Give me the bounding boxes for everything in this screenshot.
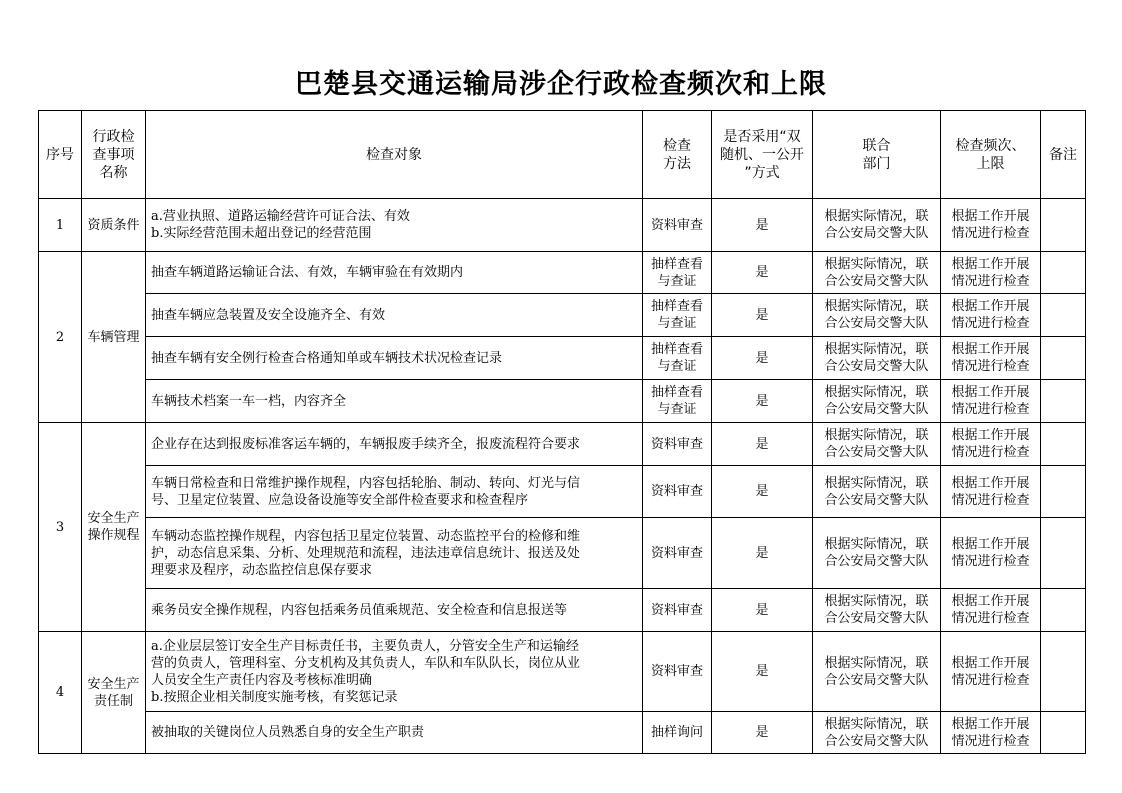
table-row [39, 589, 1086, 632]
header-joint: 联合 部门 [813, 111, 941, 199]
row-joint-dept: 根据实际情况，联 合公安局交警大队 [813, 199, 941, 252]
table-row [39, 423, 1086, 466]
row-item-name: 车辆管理 [82, 252, 146, 423]
row-random: 是 [712, 337, 813, 380]
row-frequency: 根据工作开展 情况进行检查 [941, 589, 1041, 632]
table-row [39, 632, 1086, 712]
table-row [39, 466, 1086, 518]
header-row [39, 111, 1086, 199]
row-joint-dept: 根据实际情况，联 合公安局交警大队 [813, 712, 941, 754]
row-frequency: 根据工作开展 情况进行检查 [941, 337, 1041, 380]
table-row [39, 518, 1086, 589]
inspection-table [38, 110, 1086, 754]
row-random: 是 [712, 252, 813, 294]
row-method: 资料审查 [643, 518, 712, 589]
row-method: 抽样查看 与查证 [643, 337, 712, 380]
row-joint-dept: 根据实际情况，联 合公安局交警大队 [813, 589, 941, 632]
table-row [39, 337, 1086, 380]
row-random: 是 [712, 518, 813, 589]
row-note [1041, 518, 1086, 589]
row-frequency: 根据工作开展 情况进行检查 [941, 252, 1041, 294]
row-target: 车辆动态监控操作规程，内容包括卫星定位装置、动态监控平台的检修和维 护，动态信息采集、分析、处理规范和流程，违法违章信息统计、报送及处 理要求及程序，动态监控信息保存要求 [146, 518, 643, 589]
row-random: 是 [712, 712, 813, 754]
row-random: 是 [712, 199, 813, 252]
row-seq: 2 [39, 252, 82, 423]
row-random: 是 [712, 589, 813, 632]
row-note [1041, 380, 1086, 423]
row-method: 资料审查 [643, 466, 712, 518]
row-seq: 3 [39, 423, 82, 632]
row-method: 资料审查 [643, 199, 712, 252]
row-joint-dept: 根据实际情况，联 合公安局交警大队 [813, 294, 941, 337]
row-target: 被抽取的关键岗位人员熟悉自身的安全生产职责 [146, 712, 643, 754]
row-frequency: 根据工作开展 情况进行检查 [941, 294, 1041, 337]
row-method: 抽样查看 与查证 [643, 252, 712, 294]
row-random: 是 [712, 380, 813, 423]
row-method: 抽样询问 [643, 712, 712, 754]
row-frequency: 根据工作开展 情况进行检查 [941, 380, 1041, 423]
row-note [1041, 423, 1086, 466]
row-note [1041, 632, 1086, 712]
row-frequency: 根据工作开展 情况进行检查 [941, 632, 1041, 712]
row-note [1041, 294, 1086, 337]
row-target: 车辆日常检查和日常维护操作规程，内容包括轮胎、制动、转向、灯光与信 号、卫星定位装置、应急设备设施等安全部件检查要求和检查程序 [146, 466, 643, 518]
header-method: 检查 方法 [643, 111, 712, 199]
row-item-name: 安全生产 责任制 [82, 632, 146, 754]
row-note [1041, 466, 1086, 518]
row-random: 是 [712, 423, 813, 466]
header-random: 是否采用“双 随机、一公开 ”方式 [712, 111, 813, 199]
row-frequency: 根据工作开展 情况进行检查 [941, 466, 1041, 518]
row-item-name: 资质条件 [82, 199, 146, 252]
row-joint-dept: 根据实际情况，联 合公安局交警大队 [813, 466, 941, 518]
row-random: 是 [712, 632, 813, 712]
row-random: 是 [712, 466, 813, 518]
row-joint-dept: 根据实际情况，联 合公安局交警大队 [813, 518, 941, 589]
header-note: 备注 [1041, 111, 1086, 199]
row-frequency: 根据工作开展 情况进行检查 [941, 518, 1041, 589]
table-row [39, 252, 1086, 294]
row-frequency: 根据工作开展 情况进行检查 [941, 712, 1041, 754]
row-joint-dept: 根据实际情况，联 合公安局交警大队 [813, 380, 941, 423]
row-seq: 1 [39, 199, 82, 252]
page-title: 巴楚县交通运输局涉企行政检查频次和上限 [295, 69, 827, 100]
row-target: a.企业层层签订安全生产目标责任书，主要负责人，分管安全生产和运输经 营的负责人，管理科室、分支机构及其负责人，车队和车队队长，岗位从业 人员安全生产责任内容及考核标准明确 b.按照企业相关制度实施考核，有奖惩记录 [146, 632, 643, 712]
header-target: 检查对象 [146, 111, 643, 199]
header-item: 行政检 查事项 名称 [82, 111, 146, 199]
row-note [1041, 199, 1086, 252]
row-item-name: 安全生产 操作规程 [82, 423, 146, 632]
header-freq: 检查频次、 上限 [941, 111, 1041, 199]
row-target: 抽查车辆有安全例行检查合格通知单或车辆技术状况检查记录 [146, 337, 643, 380]
row-target: 抽查车辆道路运输证合法、有效，车辆审验在有效期内 [146, 252, 643, 294]
row-method: 资料审查 [643, 589, 712, 632]
row-joint-dept: 根据实际情况，联 合公安局交警大队 [813, 632, 941, 712]
row-method: 抽样查看 与查证 [643, 294, 712, 337]
table-row [39, 380, 1086, 423]
row-note [1041, 337, 1086, 380]
table-row [39, 199, 1086, 252]
row-target: 车辆技术档案一车一档，内容齐全 [146, 380, 643, 423]
row-frequency: 根据工作开展 情况进行检查 [941, 199, 1041, 252]
row-target: 乘务员安全操作规程，内容包括乘务员值乘规范、安全检查和信息报送等 [146, 589, 643, 632]
table-row [39, 294, 1086, 337]
row-joint-dept: 根据实际情况，联 合公安局交警大队 [813, 423, 941, 466]
row-method: 资料审查 [643, 423, 712, 466]
row-method: 抽样查看 与查证 [643, 380, 712, 423]
header-seq: 序号 [39, 111, 82, 199]
row-note [1041, 712, 1086, 754]
table-row [39, 712, 1086, 754]
row-note [1041, 589, 1086, 632]
row-method: 资料审查 [643, 632, 712, 712]
row-note [1041, 252, 1086, 294]
row-target: 企业存在达到报废标准客运车辆的，车辆报废手续齐全，报废流程符合要求 [146, 423, 643, 466]
row-seq: 4 [39, 632, 82, 754]
row-frequency: 根据工作开展 情况进行检查 [941, 423, 1041, 466]
row-target: 抽查车辆应急装置及安全设施齐全、有效 [146, 294, 643, 337]
row-random: 是 [712, 294, 813, 337]
row-joint-dept: 根据实际情况，联 合公安局交警大队 [813, 337, 941, 380]
row-joint-dept: 根据实际情况，联 合公安局交警大队 [813, 252, 941, 294]
row-target: a.营业执照、道路运输经营许可证合法、有效 b.实际经营范围未超出登记的经营范围 [146, 199, 643, 252]
